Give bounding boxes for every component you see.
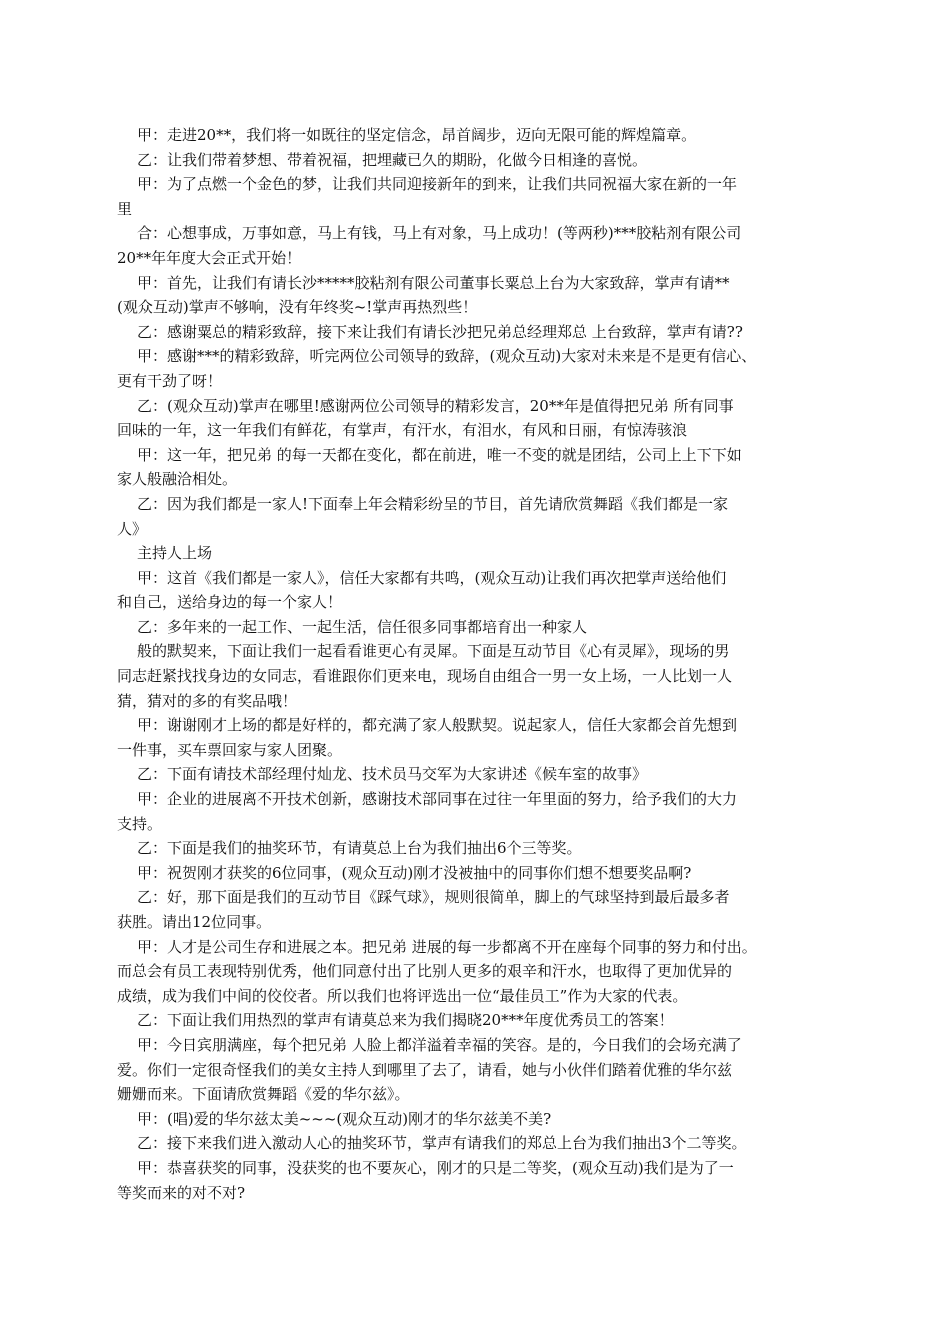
text-line: 乙：感谢粟总的精彩致辞，接下来让我们有请长沙把兄弟总经理郑总 上台致辞，掌声有请?? — [137, 322, 743, 341]
text-line: 家人般融洽相处。 — [117, 470, 238, 489]
text-line: 般的默契来，下面让我们一起看看谁更心有灵犀。下面是互动节目《心有灵犀》，现场的男 — [137, 642, 730, 661]
text-line: 乙：接下来我们进入激动人心的抽奖环节，掌声有请我们的郑总上台为我们抽出3个二等奖。 — [137, 1134, 747, 1153]
text-line: 里 — [117, 199, 133, 218]
text-line: 获胜。请出12位同事。 — [117, 913, 272, 931]
text-line: 支持。 — [117, 814, 163, 833]
text-line: 合：心想事成，万事如意，马上有钱，马上有对象，马上成功！(等两秒)***胶粘剂有限公司 — [137, 224, 742, 243]
text-line: 同志赶紧找找身边的女同志，看谁跟你们更来电，现场自由组合一男一女上场，一人比划一人 — [117, 667, 733, 686]
text-line: 等奖而来的对不对? — [117, 1183, 246, 1202]
text-line: 乙：下面让我们用热烈的掌声有请莫总来为我们揭晓20***年度优秀员工的答案！ — [137, 1011, 674, 1030]
text-line: 乙：多年来的一起工作、一起生活，信任很多同事都培育出一种家人 — [137, 617, 588, 636]
text-line: 主持人上场 — [137, 544, 213, 563]
text-line: 乙：下面是我们的抽奖环节，有请莫总上台为我们抽出6个三等奖。 — [137, 839, 582, 858]
text-line: 更有干劲了呀！ — [117, 371, 223, 390]
text-line: 和自己，送给身边的每一个家人！ — [117, 593, 343, 612]
text-line: 甲：恭喜获奖的同事，没获奖的也不要灰心，刚才的只是二等奖，(观众互动)我们是为了一 — [137, 1158, 734, 1177]
text-line: 甲：首先，让我们有请长沙*****胶粘剂有限公司董事长粟总上台为大家致辞，掌声有请** — [137, 273, 730, 292]
text-line: 爱。你们一定很奇怪我们的美女主持人到哪里了去了，请看，她与小伙伴们踏着优雅的华尔兹 — [117, 1060, 733, 1079]
text-line: 一件事，买车票回家与家人团聚。 — [117, 740, 343, 759]
text-line: 猜，猜对的多的有奖品哦！ — [117, 691, 298, 710]
text-line: 甲：这一年，把兄弟 的每一天都在变化，都在前进，唯一不变的就是团结，公司上上下下如 — [137, 445, 742, 464]
text-line: 甲：这首《我们都是一家人》，信任大家都有共鸣，(观众互动)让我们再次把掌声送给他们 — [137, 568, 727, 587]
text-line: 人》 — [117, 519, 148, 538]
text-line: 甲：企业的进展离不开技术创新，感谢技术部同事在过往一年里面的努力，给予我们的大力 — [137, 790, 738, 809]
text-line: 回味的一年，这一年我们有鲜花，有掌声，有汗水，有泪水，有风和日丽，有惊涛骇浪 — [117, 421, 688, 440]
text-line: 姗姗而来。下面请欣赏舞蹈《爱的华尔兹》。 — [117, 1085, 410, 1104]
text-line: 乙：(观众互动)掌声在哪里!感谢两位公司领导的精彩发言，20**年是值得把兄弟 所有同事 — [137, 396, 734, 415]
text-line: 乙：因为我们都是一家人!下面奉上年会精彩纷呈的节目，首先请欣赏舞蹈《我们都是一家 — [137, 494, 729, 513]
text-line: 甲：走进20**，我们将一如既往的坚定信念，昂首阔步，迈向无限可能的辉煌篇章。 — [137, 126, 697, 144]
text-line: 乙：好，那下面是我们的互动节目《踩气球》，规则很简单，脚上的气球坚持到最后最多者 — [137, 888, 730, 907]
text-line: 成绩，成为我们中间的佼佼者。所以我们也将评选出一位“最佳员工”作为大家的代表。 — [117, 986, 688, 1005]
text-line: 乙：让我们带着梦想、带着祝福，把埋藏已久的期盼，化做今日相逢的喜悦。 — [137, 150, 648, 169]
text-line: 20**年年度大会正式开始！ — [117, 248, 302, 267]
text-line: 甲：(唱)爱的华尔兹太美~~~(观众互动)刚才的华尔兹美不美? — [137, 1109, 552, 1128]
text-line: 甲：今日宾朋满座，每个把兄弟 人脸上都洋溢着幸福的笑容。是的，今日我们的会场充满了 — [137, 1035, 742, 1054]
document-body — [117, 123, 817, 1205]
text-line: 甲：感谢***的精彩致辞，听完两位公司领导的致辞，(观众互动)大家对未来是不是更有信心、 — [137, 347, 757, 366]
text-line: 甲：谢谢刚才上场的都是好样的，都充满了家人般默契。说起家人，信任大家都会首先想到 — [137, 716, 738, 735]
text-line: 甲：祝贺刚才获奖的6位同事，(观众互动)刚才没被抽中的同事你们想不想要奖品啊? — [137, 863, 692, 882]
text-line: 甲：为了点燃一个金色的梦，让我们共同迎接新年的到来，让我们共同祝福大家在新的一年 — [137, 175, 738, 194]
text-line: 而总会有员工表现特别优秀，他们同意付出了比别人更多的艰辛和汗水，也取得了更加优异的 — [117, 962, 733, 981]
text-line: 乙：下面有请技术部经理付灿龙、技术员马交军为大家讲述《候车室的故事》 — [137, 765, 648, 784]
text-line: 甲：人才是公司生存和进展之本。把兄弟 进展的每一步都离不开在座每个同事的努力和付出。 — [137, 937, 757, 956]
text-line: (观众互动)掌声不够响，没有年终奖~!掌声再热烈些！ — [117, 298, 478, 317]
